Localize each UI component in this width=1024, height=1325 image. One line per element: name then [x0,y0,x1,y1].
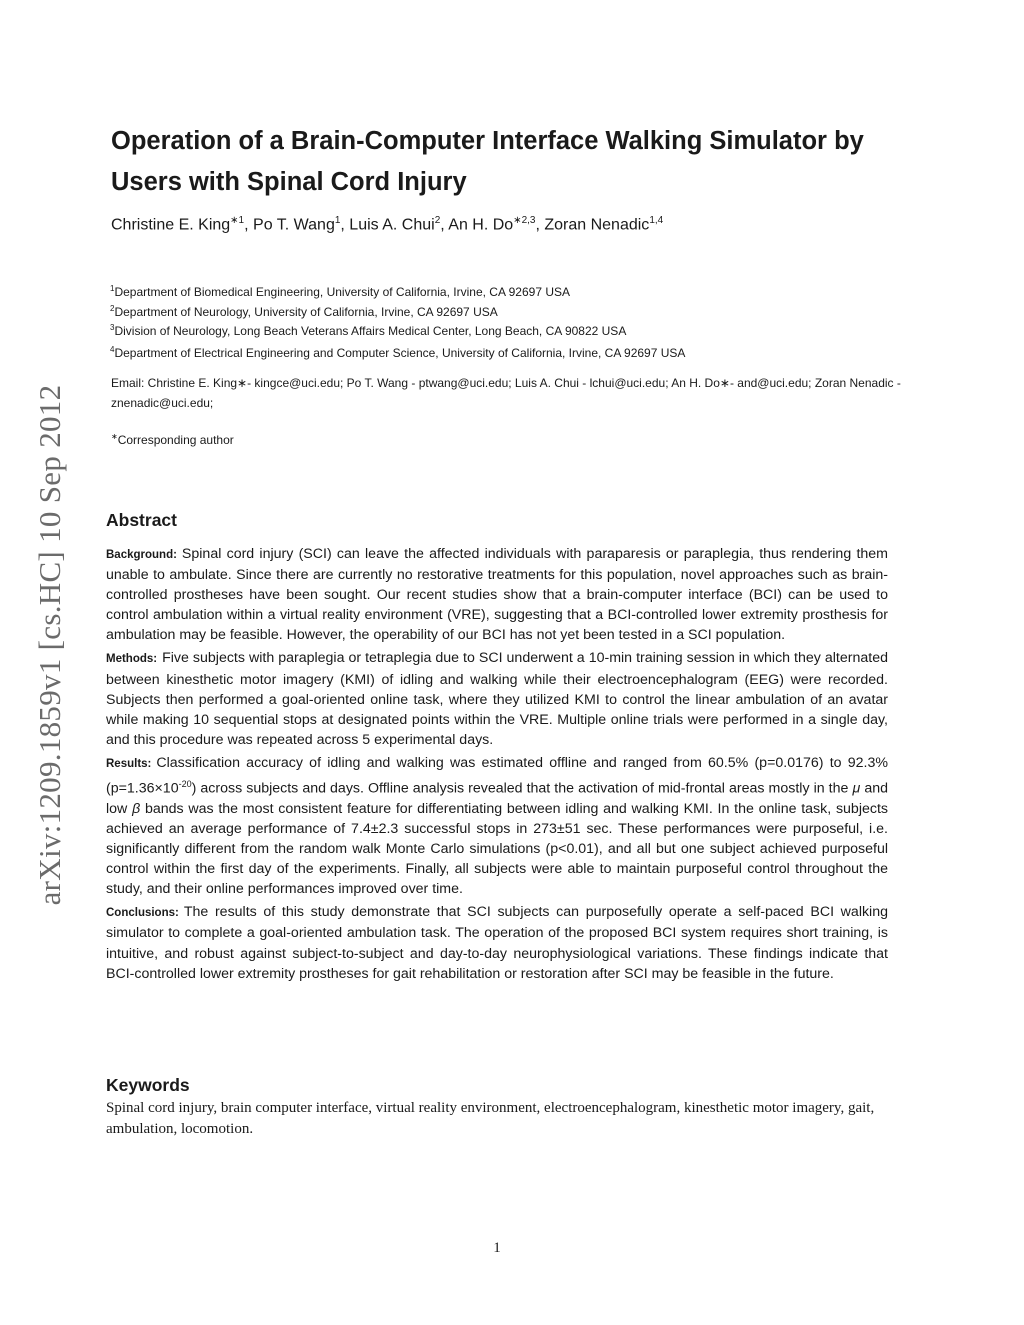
email-list: Email: Christine E. King∗- kingce@uci.edu; Po T. Wang - ptwang@uci.edu; Luis A. Chui - lchui@uci.edu; An H. Do∗- and@uci.edu; Zoran Nenadic - znenadic@uci.edu; [111,376,901,410]
results-text: Classification accuracy of idling and walking was estimated offline and ranged from 60.5% (p=0.0176) to 92.3% (p=1.36×10 [106,754,888,797]
methods-label: Methods: [106,653,158,666]
results-text: bands was the most consistent feature for differentiating between idling and walking KMI. In the online task, subjects achieved an average performance of 7.4±2.3 successful stops in 273±51 sec. These performances were purposeful, i.e. significantly different from the random walk Monte Carlo simulations (p<0.01), and all but one subject achieved purposeful control within the first day of the experiments. Finally, all subjects were able to maintain purposeful control throughout the study, and their online performances improved over time. [106,800,888,898]
corresponding-author-note [111,432,234,447]
beta-symbol: β [132,800,141,817]
affiliation-number: 1 [110,284,115,293]
affiliation [110,281,685,301]
abstract-methods [106,648,888,749]
abstract-results [106,753,888,899]
author-name: Luis A. Chui [349,216,435,234]
affiliation [110,320,685,340]
affiliation [110,342,685,362]
keywords-text: Spinal cord injury, brain computer interface, virtual reality environment, electroencephalogram, kinesthetic motor imagery, gait, ambulation, locomotion. [106,1100,875,1137]
mu-symbol: μ [852,780,861,797]
author-name: Christine E. King [111,216,231,234]
corresponding-mark: ∗ [111,432,118,441]
arxiv-side-stamp: arXiv:1209.1859v1 [cs.HC] 10 Sep 2012 [32,384,67,906]
author-name: An H. Do [448,216,514,234]
results-text: and low [106,780,888,817]
author-affiliation-mark: 1,4 [649,215,664,226]
author-name: Po T. Wang [253,216,335,234]
methods-text: Five subjects with paraplegia or tetraplegia due to SCI underwent a 10-min training session in which they alternated between kinesthetic motor imagery (KMI) of idling and walking while their electroencephalogram (EEG) were recorded. Subjects then performed a goal-oriented online task, where they utilized KMI to control the linear ambulation of an avatar while making 10 sequential stops at designated points within the VRE. Multiple online trials were performed in a single day, and this procedure was repeated across 5 experimental days. [106,650,888,748]
affiliation-number: 2 [110,303,115,313]
affiliation-list [110,281,685,361]
page-number: 1 [493,1240,501,1256]
corresponding-text: Corresponding author [117,433,234,447]
affiliation-text: Department of Neurology, University of California, Irvine, CA 92697 USA [114,304,498,319]
keywords-heading: Keywords [106,1075,190,1095]
abstract-body [106,544,888,987]
affiliation-text: Department of Biomedical Engineering, University of California, Irvine, CA 92697 USA [114,285,571,299]
affiliation-number: 3 [110,323,115,332]
abstract-heading: Abstract [106,510,177,530]
author-name: Zoran Nenadic [544,216,650,234]
affiliation-text: Division of Neurology, Long Beach Veterans Affairs Medical Center, Long Beach, CA 90822 USA [114,324,627,338]
results-exponent: -20 [178,779,192,790]
conclusions-text: The results of this study demonstrate that SCI subjects can purposefully operate a self-paced BCI walking simulator to complete a goal-oriented ambulation task. The operation of the proposed BCI system requires short training, is intuitive, and robust against subject-to-subject and day-to-day neurophysiological variations. These findings indicate that BCI-controlled lower extremity prostheses for gait rehabilitation or restoration after SCI may be feasible in the future. [106,904,888,982]
author-affiliation-mark: ∗2,3 [513,215,536,226]
conclusions-label: Conclusions: [106,907,179,920]
background-text: Spinal cord injury (SCI) can leave the affected individuals with paraparesis or paraplegia, thus rendering them unable to ambulate. Since there are currently no restorative treatments for this population, novel approaches such as brain-controlled prostheses have been sought. Our recent studies show that a brain-computer interface (BCI) can be used to control ambulation within a virtual reality environment (VRE), suggesting that a BCI-controlled lower extremity prosthesis for ambulation may be feasible. However, the operability of our BCI has not yet been tested in a SCI population. [106,546,888,644]
results-text: ) across subjects and days. Offline analysis revealed that the activation of mid-frontal areas mostly in the [191,780,849,797]
author-list: Christine E. King$^{∗1}$, Po T. Wang$^1$, Luis A. Chui$^2$, An H. $Do^{∗2,3}$, Zoran Nenadic$^{1,4}$ [111,215,664,234]
affiliation [110,301,685,321]
background-label: Background: [106,549,177,561]
affiliation-text: Department of Electrical Engineering and Computer Science, University of California, Irvine, CA 92697 USA [114,345,686,360]
author-affiliation-mark: 2 [434,215,441,226]
abstract-background [106,544,888,645]
author-affiliation-mark: ∗1 [230,215,245,226]
affiliation-number: 4 [110,344,115,354]
author-affiliation-mark: 1 [334,215,341,226]
abstract-conclusions [106,902,888,983]
results-label: Results: [106,757,152,770]
paper-title: Operation of a Brain-Computer Interface Walking Simulator by Users with Spinal Cord Injury [111,127,864,196]
